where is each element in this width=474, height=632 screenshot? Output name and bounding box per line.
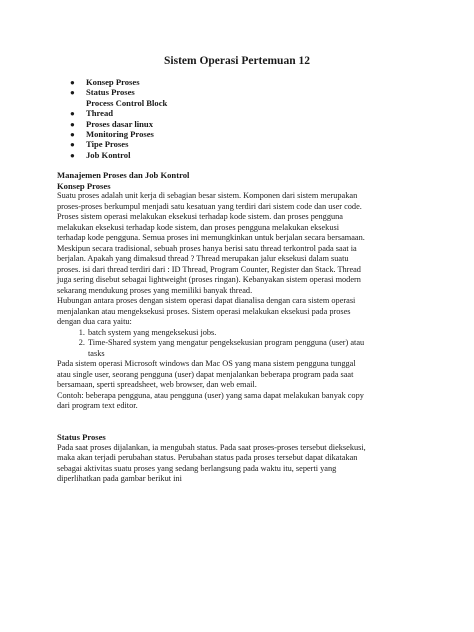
bullet-icon: ●	[70, 140, 75, 150]
text-line: dengan dua cara yaitu:	[57, 317, 132, 326]
topic-list-item	[70, 77, 167, 87]
topic-label: Status Proses	[86, 87, 135, 98]
numbered-list-item	[57, 338, 364, 349]
list-number: 2.	[78, 338, 85, 347]
numbered-list-item	[57, 328, 364, 339]
subheading-status-proses: Status Proses	[57, 432, 106, 442]
text-line: Pada saat proses dijalankan, ia mengubah status. Pada saat proses-proses tersebut dieksekusi,	[57, 442, 366, 452]
topic-list-item	[70, 150, 167, 160]
topic-label: Monitoring Proses	[86, 128, 154, 139]
topic-label: Tipe Proses	[86, 139, 129, 150]
bullet-icon: ●	[70, 150, 75, 160]
text-line: melakukan eksekusi terhadap kode sistem, dan proses pengguna melakukan eksekusi	[57, 222, 340, 232]
text-line: maka akan terjadi perubahan status. Perubahan status pada proses tersebut dapat dikatakan	[57, 453, 358, 462]
topic-list	[70, 77, 167, 160]
numbered-list-item	[57, 349, 364, 360]
list-item-text: batch system yang mengeksekusi jobs.	[88, 327, 217, 337]
text-line: sekarang mendukung proses yang memiliki banyak thread.	[57, 285, 253, 295]
bullet-icon: ●	[70, 119, 75, 129]
text-line: juga sering disebut sebagai lightweight (proses ringan). Kebanyakan sistem operasi modern	[57, 275, 361, 284]
text-line: proses-proses berkumpul menjadi satu kesatuan yang terdiri dari sistem code dan user code.	[57, 201, 362, 211]
text-line: Hubungan antara proses dengan sistem operasi dapat dianalisa dengan cara sistem operasi	[57, 296, 356, 305]
text-line: atau single user, seorang pengguna (user) dapat menjalankan beberapa program pada saat	[57, 369, 354, 379]
topic-label: Job Kontrol	[86, 149, 131, 160]
page-title: Sistem Operasi Pertemuan 12	[164, 55, 310, 67]
topic-label: Konsep Proses	[86, 77, 140, 87]
bullet-icon: ●	[70, 129, 75, 139]
subheading-konsep-proses: Konsep Proses	[57, 180, 111, 191]
text-line: Proses sistem operasi melakukan eksekusi terhadap kode sistem. dan proses pengguna	[57, 212, 343, 221]
text-line: menjalankan atau mengeksekusi proses. Sistem operasi melakukan eksekusi pada proses	[57, 306, 351, 316]
bullet-icon: ●	[70, 109, 75, 119]
list-number: 1.	[78, 327, 85, 337]
topic-list-item	[70, 119, 167, 129]
text-line: Pada sistem operasi Microsoft windows dan Mac OS yang mana sistem pengguna tunggal	[57, 359, 356, 368]
text-line: proses. isi dari thread terdiri dari : ID Thread, Program Counter, Register dan Stack. Thread	[57, 264, 361, 274]
text-line: diperlihatkan pada gambar berikut ini	[57, 474, 182, 483]
text-line: Meskipun secara tradisional, sebuah proses hanya berisi satu thread terkontrol pada saat ia	[57, 243, 357, 253]
topic-label: Thread	[86, 108, 114, 119]
text-line: sebagai aktivitas suatu proses yang sedang berlangsung pada waktu itu, seperti yang	[57, 463, 337, 473]
topic-list-item	[70, 98, 167, 108]
topic-label: Process Control Block	[86, 97, 168, 108]
text-line: terhadap kode pengguna. Semua proses ini memungkinkan untuk berjalan secara bersamaan.	[57, 233, 365, 242]
text-line: dari program text editor.	[57, 401, 138, 410]
topic-list-item	[70, 129, 167, 139]
text-line: Contoh: beberapa pengguna, atau pengguna (user) yang sama dapat melakukan banyak copy	[57, 390, 364, 400]
numbered-list	[57, 328, 364, 360]
topic-label: Proses dasar linux	[86, 118, 154, 129]
paragraph-contoh	[57, 359, 427, 412]
list-item-text: tasks	[88, 348, 105, 358]
text-line: Suatu proses adalah unit kerja di sebagian besar sistem. Komponen dari sistem merupakan	[57, 191, 358, 200]
bullet-icon: ●	[70, 88, 75, 98]
list-item-text: Time-Shared system yang mengatur pengeksekusian program pengguna (user) atau	[88, 338, 365, 347]
paragraph-status-proses	[57, 443, 427, 485]
topic-list-item	[70, 87, 167, 97]
bullet-icon: ●	[70, 78, 75, 87]
topic-list-item	[70, 139, 167, 149]
text-line: bersamaan, sperti spreadsheet, web browser, dan web email.	[57, 380, 257, 389]
text-line: berjalan. Apakah yang dimaksud thread ? Thread merupakan jalur eksekusi dalam suatu	[57, 254, 349, 263]
topic-list-item	[70, 108, 167, 118]
paragraph-konsep-proses	[57, 191, 427, 328]
section-heading-manajemen: Manajemen Proses dan Job Kontrol	[57, 170, 190, 180]
